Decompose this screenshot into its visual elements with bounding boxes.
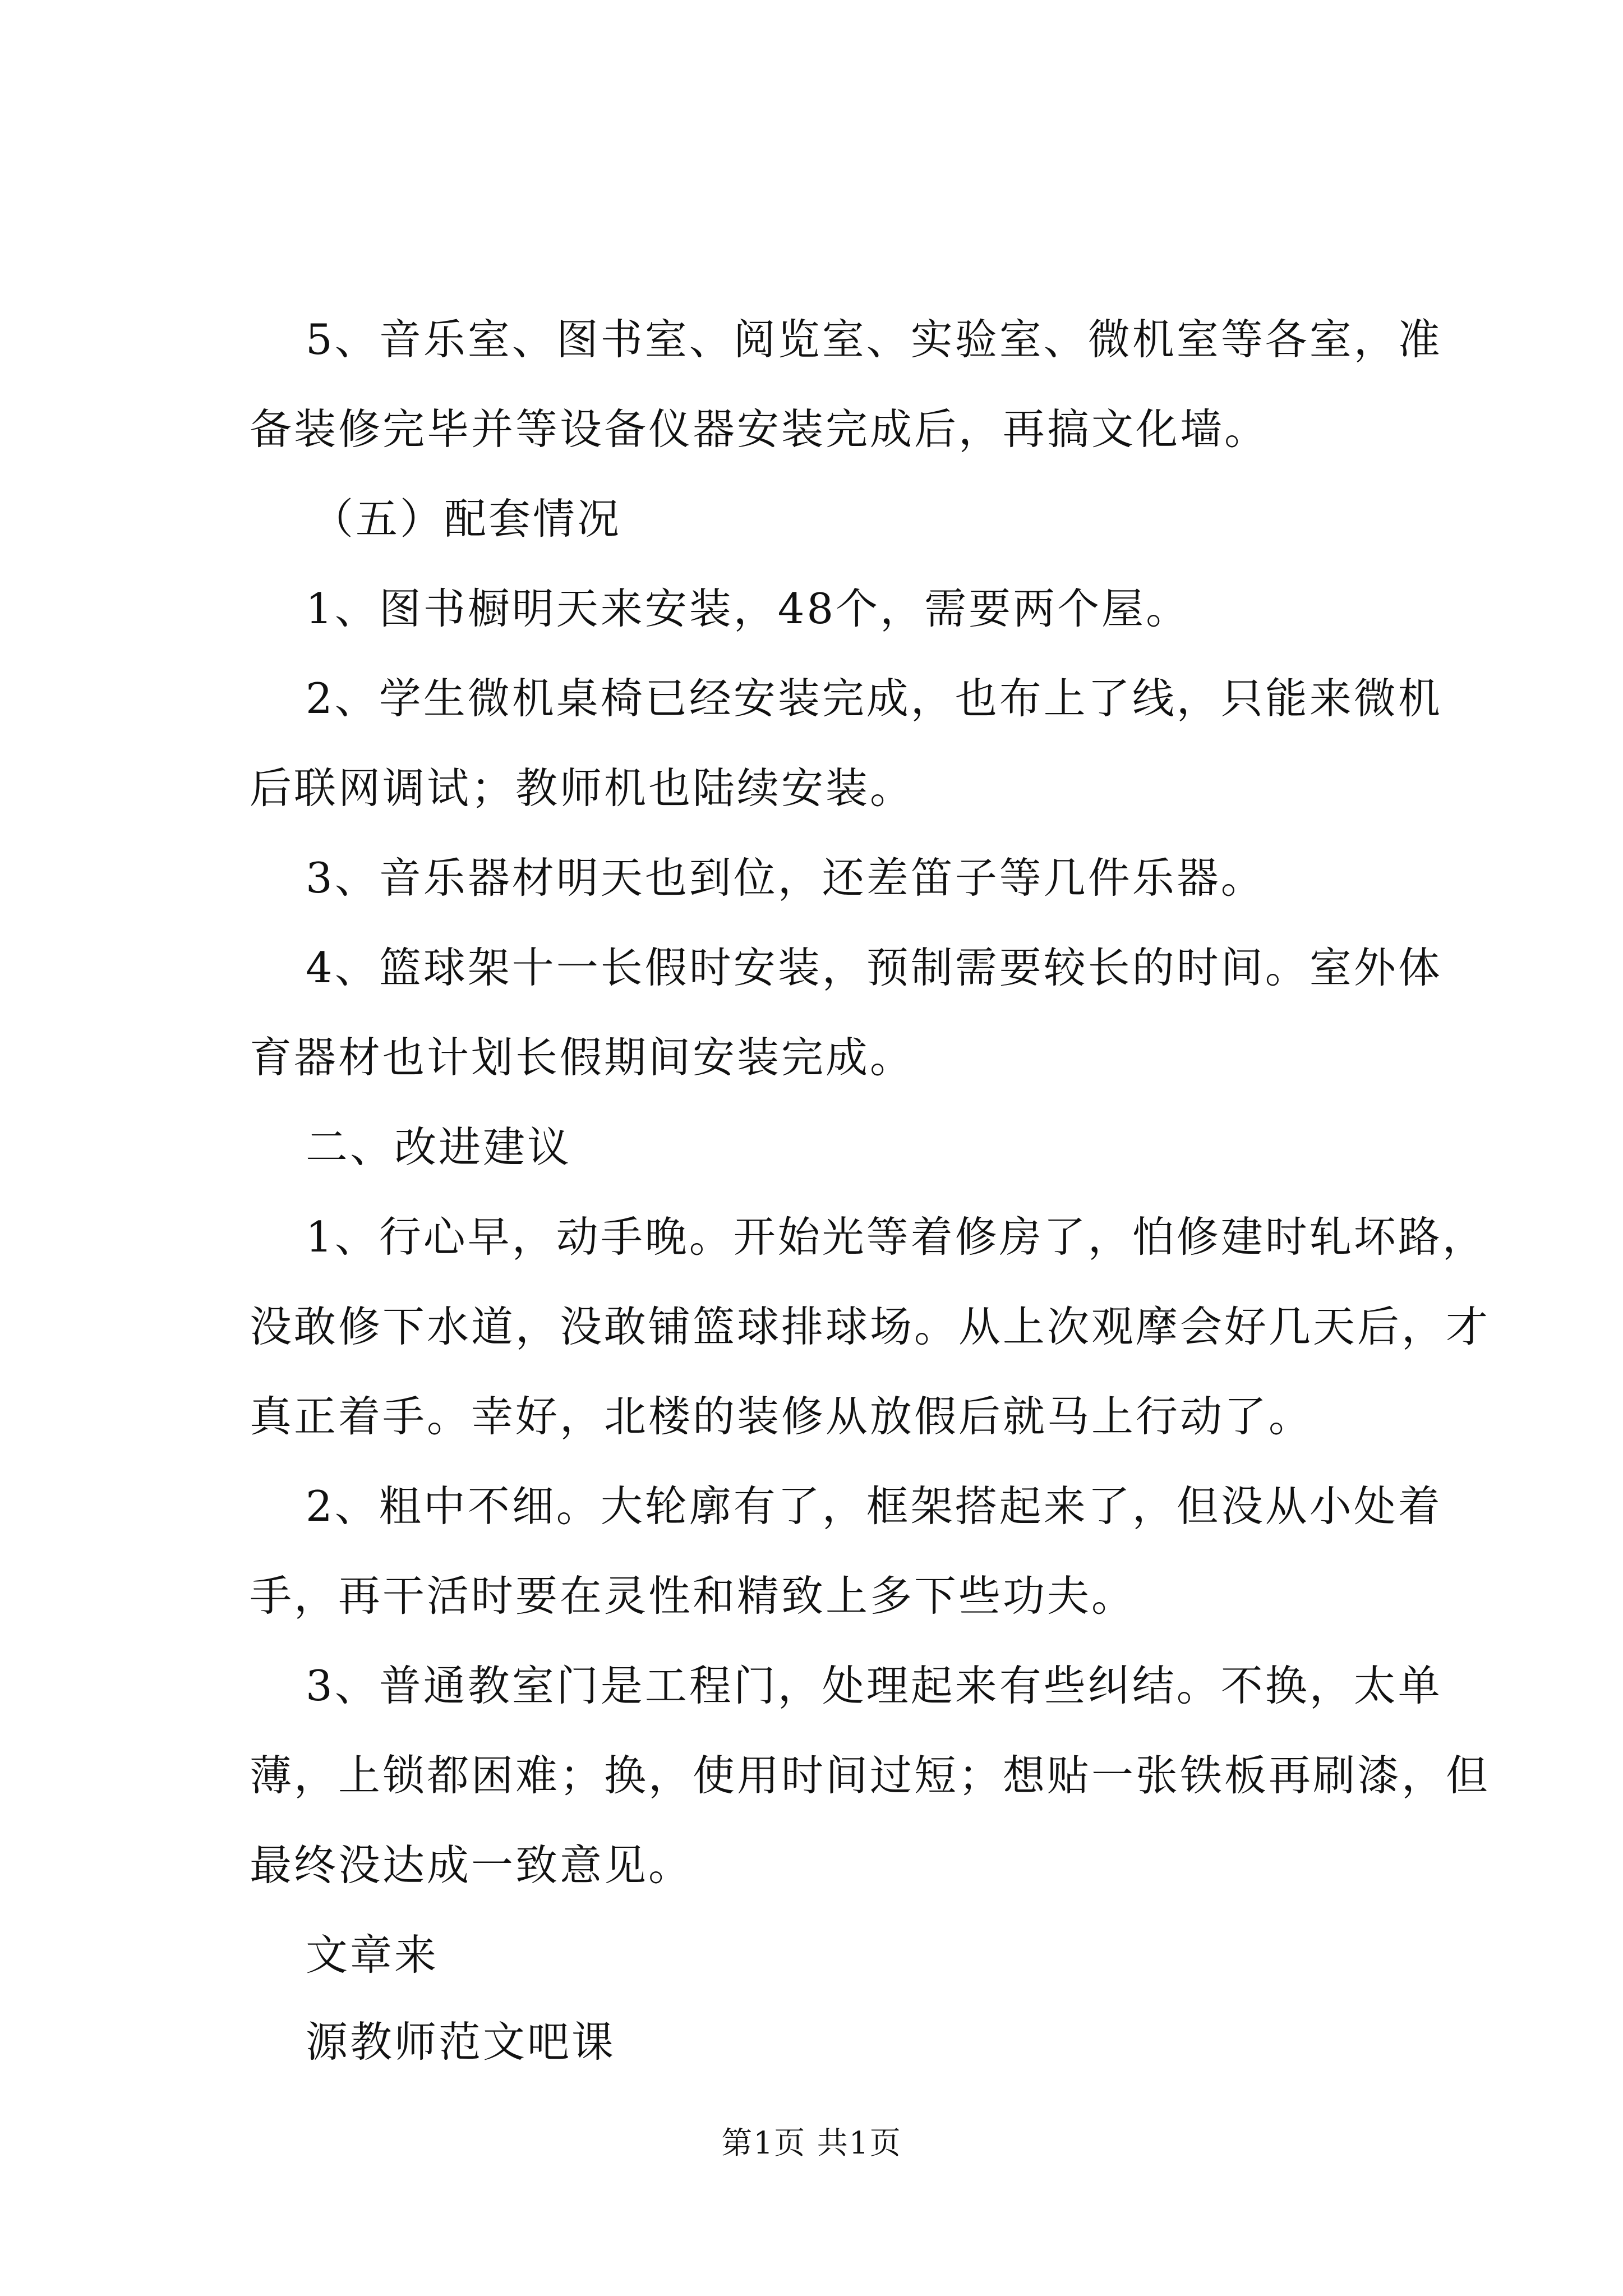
- paragraph-line: [0, 1293, 1623, 1360]
- page-footer: [0, 2120, 1623, 2165]
- paragraph-line: [0, 1742, 1623, 1809]
- text-line: 薄，上锁都困难；换，使用时间过短；想贴一张铁板再刷漆，但: [250, 1751, 1491, 1800]
- text-line: 最终没达成一致意见。: [250, 1841, 693, 1890]
- paragraph-line: [0, 306, 1623, 373]
- paragraph-line: [0, 665, 1623, 732]
- text-line: 3、普通教室门是工程门，处理起来有些纠结。不换，太单: [306, 1661, 1442, 1710]
- source-note: [0, 1921, 1623, 1989]
- text-line: 1、图书橱明天来安装，48个，需要两个屋。: [306, 584, 1191, 633]
- text-line: 2、粗中不细。大轮廓有了，框架搭起来了，但没从小处着: [306, 1481, 1442, 1531]
- paragraph-line: [0, 754, 1623, 822]
- paragraph-line: [0, 844, 1623, 912]
- text-line: 1、行心早，动手晚。开始光等着修房了，怕修建时轧坏路，: [306, 1212, 1487, 1262]
- text-line: 二、改进建议: [306, 1122, 572, 1172]
- section-heading: [0, 1114, 1623, 1181]
- text-line: 5、音乐室、图书室、阅览室、实验室、微机室等各室，准: [306, 315, 1442, 364]
- text-line: 源教师范文吧课: [306, 2017, 616, 2067]
- text-line: 手，再干活时要在灵性和精致上多下些功夫。: [250, 1571, 1136, 1621]
- text-line: 文章来: [306, 1930, 439, 1980]
- text-line: 4、篮球架十一长假时安装，预制需要较长的时间。室外体: [306, 943, 1442, 992]
- page-number: 第1页 共1页: [721, 2125, 902, 2161]
- paragraph-line: [0, 575, 1623, 642]
- text-line: 后联网调试；教师机也陆续安装。: [250, 763, 915, 813]
- text-line: 没敢修下水道，没敢铺篮球排球场。从上次观摩会好几天后，才: [250, 1302, 1491, 1351]
- text-line: 育器材也计划长假期间安装完成。: [250, 1033, 915, 1082]
- source-note: [0, 2008, 1623, 2076]
- text-line: 真正着手。幸好，北楼的装修从放假后就马上行动了。: [250, 1392, 1313, 1441]
- paragraph-line: [0, 1203, 1623, 1271]
- text-line: 2、学生微机桌椅已经安装完成，也布上了线，只能来微机: [306, 674, 1442, 723]
- text-line: （五）配套情况: [311, 494, 622, 544]
- paragraph-line: [0, 395, 1623, 463]
- paragraph-line: [0, 1832, 1623, 1899]
- paragraph-line: [0, 1562, 1623, 1630]
- section-heading: [0, 485, 1623, 553]
- paragraph-line: [0, 1652, 1623, 1719]
- paragraph-line: [0, 1024, 1623, 1091]
- paragraph-line: [0, 1473, 1623, 1540]
- text-line: 3、音乐器材明天也到位，还差笛子等几件乐器。: [306, 853, 1265, 903]
- paragraph-line: [0, 934, 1623, 1001]
- text-line: 备装修完毕并等设备仪器安装完成后，再搞文化墙。: [250, 404, 1269, 454]
- paragraph-line: [0, 1383, 1623, 1450]
